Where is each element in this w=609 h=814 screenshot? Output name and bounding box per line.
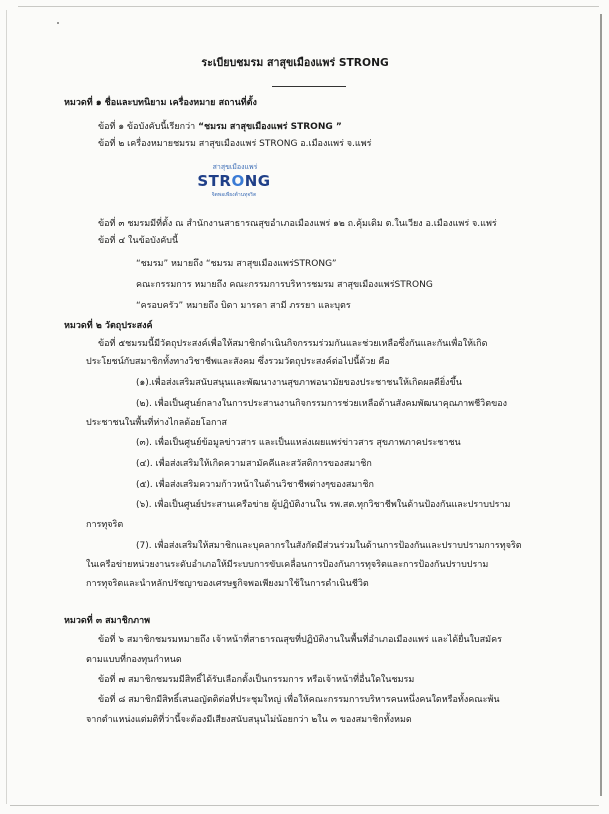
definition-family: “ครอบครัว” หมายถึง บิดา มารดา สามี ภรรยา และบุตร	[136, 301, 351, 311]
objective-4: (๔). เพื่อส่งเสริมให้เกิดความสามัคคีและสวัสดิการของสมาชิก	[136, 459, 372, 469]
section-1-heading: หมวดที่ ๑ ชื่อและบทนิยาม เครื่องหมาย สถานที่ตั้ง	[64, 98, 257, 108]
logo-wordmark	[197, 172, 271, 190]
objective-2-line-2: ประชาชนในพื้นที่ห่างไกลด้อยโอกาส	[86, 418, 227, 428]
article-5-line-2: ประโยชน์กับสมาชิกทั้งทางวิชาชีพและสังคม ซึ่งรวมวัตถุประสงค์ต่อไปนี้ด้วย คือ	[86, 357, 390, 367]
club-name-bold: “ชมรม สาสุขเมืองแพร่ STRONG ”	[198, 122, 342, 132]
logo-top-text: สาสุขเมืองแพร่	[212, 163, 258, 171]
article-8-line-1: ข้อที่ ๘ สมาชิกมีสิทธิ์เสนอญัตติต่อที่ประชุมใหญ่ เพื่อให้คณะกรรมการบริหารคนหนึ่งคนใดหรือทั้งคณะพ้น	[98, 695, 500, 705]
article-4: ข้อที่ ๔ ในข้อบังคับนี้	[98, 236, 179, 246]
article-7: ข้อที่ ๗ สมาชิกชมรมมีสิทธิ์ได้รับเลือกตั้งเป็นกรรมการ หรือเจ้าหน้าที่อื่นใดในชมรม	[98, 675, 415, 685]
objective-2-line-1: (๒). เพื่อเป็นศูนย์กลางในการประสานงานกิจกรรมการช่วยเหลือด้านสังคมพัฒนาคุณภาพชีวิตของ	[136, 399, 508, 409]
logo-ring-letter: O	[231, 172, 245, 190]
title-underline	[272, 86, 346, 87]
article-6-line-1: ข้อที่ ๖ สมาชิกชมรมหมายถึง เจ้าหน้าที่สาธารณสุขที่ปฏิบัติงานในพื้นที่อำเภอเมืองแพร่ และได้ยื่นใบสมัคร	[98, 635, 502, 645]
objective-7-line-1: (7). เพื่อส่งเสริมให้สมาชิกและบุคลากรในสังกัดมีส่วนร่วมในด้านการป้องกันและปราบปรามการทุจริต	[136, 541, 522, 551]
logo-tagline: จิตพอเพียงต้านทุจริต	[211, 192, 257, 198]
article-8-line-2: จากตำแหน่งแต่มติที่ว่านี้จะต้องมีเสียงสนับสนุนไม่น้อยกว่า ๒ใน ๓ ของสมาชิกทั้งหมด	[86, 715, 412, 725]
article-1	[98, 122, 342, 133]
club-logo	[197, 163, 271, 207]
article-6-line-2: ตามแบบที่กองทุนกำหนด	[86, 655, 182, 665]
definition-committee: คณะกรรมการ หมายถึง คณะกรรมการบริหารชมรม สาสุขเมืองแพร่STRONG	[136, 280, 433, 290]
objective-6-line-2: การทุจริต	[86, 520, 124, 530]
logo-wordmark-left: STR	[197, 172, 232, 190]
section-3-heading: หมวดที่ ๓ สมาชิกภาพ	[64, 616, 151, 626]
objective-5: (๕). เพื่อส่งเสริมความก้าวหน้าในด้านวิชาชีพต่างๆของสมาชิก	[136, 480, 374, 490]
document-title: ระเบียบชมรม สาสุขเมืองแพร่ STRONG	[201, 56, 389, 69]
logo-wordmark-right: NG	[244, 172, 271, 190]
section-2-heading: หมวดที่ ๒ วัตถุประสงค์	[64, 321, 153, 331]
objective-6-line-1: (๖). เพื่อเป็นศูนย์ประสานเครือข่าย ผู้ปฏิบัติงานใน รพ.สต.ทุกวิชาชีพในด้านป้องกันและปราบปราม	[136, 500, 511, 510]
article-3: ข้อที่ ๓ ชมรมมีที่ตั้ง ณ สำนักงานสาธารณสุขอำเภอเมืองแพร่ ๑๒ ถ.คุ้มเดิม ต.ในเวียง อ.เมืองแพร่ จ.แพร่	[98, 219, 497, 229]
objective-3: (๓). เพื่อเป็นศูนย์ข้อมูลข่าวสาร และเป็นแหล่งเผยแพร่ข่าวสาร สุขภาพภาคประชาชน	[136, 438, 461, 448]
objective-7-line-3: การทุจริตและนำหลักปรัชญาของเศรษฐกิจพอเพียงมาใช้ในการดำเนินชีวิต	[86, 579, 369, 589]
objective-7-line-2: ในเครือข่ายหน่วยงานระดับอำเภอให้มีระบบการขับเคลื่อนการป้องกันการทุจริตและการป้องกันปราบปราม	[86, 560, 489, 570]
article-1-text: ข้อที่ ๑ ข้อบังคับนี้เรียกว่า	[98, 122, 199, 132]
article-2: ข้อที่ ๒ เครื่องหมายชมรม สาสุขเมืองแพร่ STRONG อ.เมืองแพร่ จ.แพร่	[98, 139, 372, 149]
article-5-line-1: ข้อที่ ๕ชมรมนี้มีวัตถุประสงค์เพื่อให้สมาชิกดำเนินกิจกรรมร่วมกันและช่วยเหลือซึ่งกันและกันเพื่อให้เกิด	[98, 339, 488, 349]
objective-1: (๑).เพื่อส่งเสริมสนับสนุนและพัฒนางานสุขภาพอนามัยของประชาชนให้เกิดผลดียิ่งขึ้น	[136, 378, 462, 388]
definition-club: “ชมรม” หมายถึง “ชมรม สาสุขเมืองแพร่STRONG”	[136, 259, 337, 269]
